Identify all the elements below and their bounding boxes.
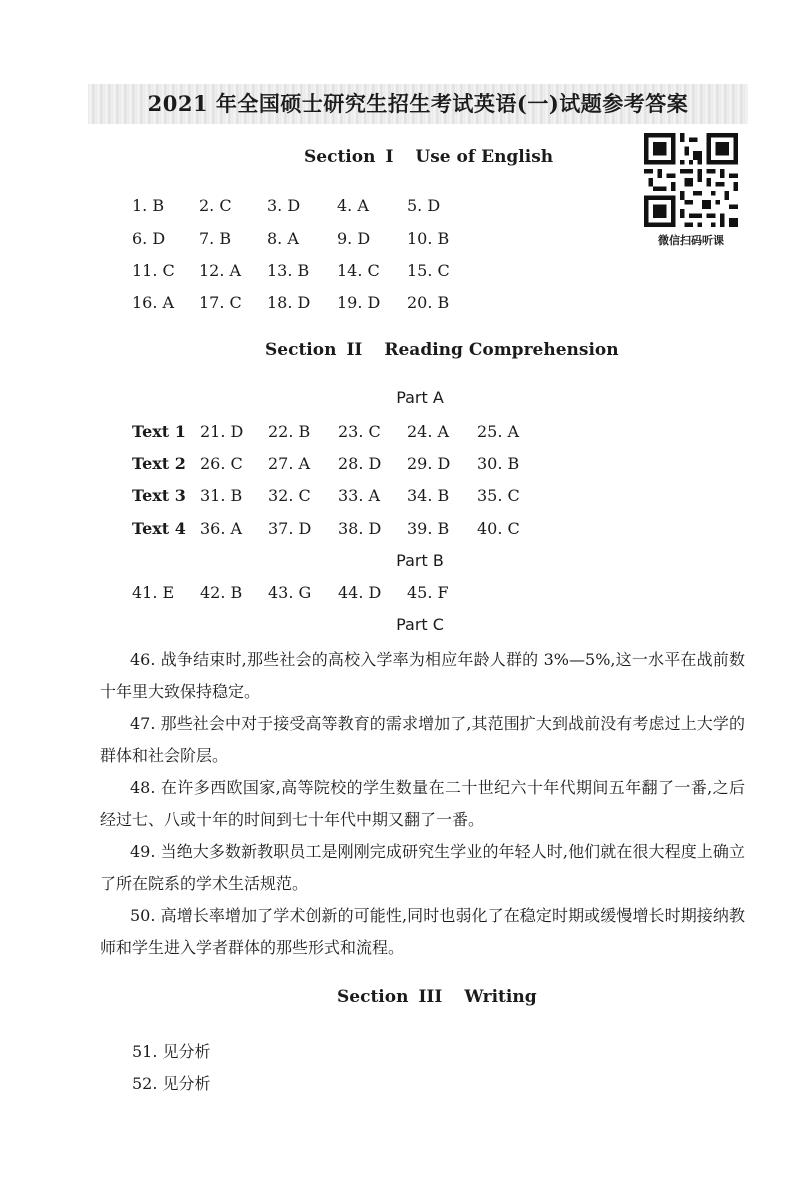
answer: 5. D (407, 196, 441, 215)
answer: 40. C (477, 519, 520, 538)
translation-49: 49. 当绝大多数新教职员工是刚刚完成研究生学业的年轻人时,他们就在很大程度上确立了所在院系的学术生活规范。 (100, 842, 745, 893)
answer: 36. A (200, 519, 243, 538)
answer: 39. B (407, 519, 450, 538)
answer: 32. C (268, 486, 311, 505)
text-label: Text 1 (132, 422, 186, 441)
answer: 42. B (200, 583, 243, 602)
answer: 15. C (407, 261, 450, 280)
section-2-number: II (346, 340, 363, 360)
answer: 38. D (338, 519, 382, 538)
answer: 33. A (338, 486, 381, 505)
answer: 22. B (268, 422, 311, 441)
answer: 18. D (267, 293, 311, 312)
answer: 20. B (407, 293, 450, 312)
qr-caption: 微信扫码听课 (658, 234, 724, 247)
translation-47: 47. 那些社会中对于接受高等教育的需求增加了,其范围扩大到战前没有考虑过上大学的群体和社会阶层。 (100, 714, 745, 765)
answer: 30. B (477, 454, 520, 473)
section-3-name: Writing (464, 987, 537, 1007)
section-2-name: Reading Comprehension (384, 340, 619, 360)
translation-46: 46. 战争结束时,那些社会的高校入学率为相应年龄人群的 3%—5%,这一水平在战前数十年里大致保持稳定。 (100, 650, 745, 701)
answer: 29. D (407, 454, 451, 473)
section-3-label: Section (337, 987, 409, 1007)
translation-48: 48. 在许多西欧国家,高等院校的学生数量在二十世纪六十年代期间五年翻了一番,之后经过七、八或十年的时间到七十年代中期又翻了一番。 (100, 778, 745, 829)
page-title: 2021 年全国硕士研究生招生考试英语(一)试题参考答案 (147, 91, 689, 116)
qr-code-icon (644, 133, 738, 227)
answer: 6. D (132, 229, 166, 248)
answer: 37. D (268, 519, 312, 538)
answer: 10. B (407, 229, 450, 248)
part-b-heading: Part B (396, 551, 444, 570)
answer: 3. D (267, 196, 301, 215)
section-3-heading (337, 987, 537, 1007)
answer: 13. B (267, 261, 310, 280)
part-c-heading: Part C (396, 615, 444, 634)
answer: 45. F (407, 583, 449, 602)
answer: 9. D (337, 229, 371, 248)
section-1-number: I (385, 147, 394, 167)
answer: 41. E (132, 583, 175, 602)
answer: 26. C (200, 454, 243, 473)
text-label: Text 2 (132, 454, 186, 473)
section-2-label: Section (265, 340, 337, 360)
writing-item-51: 51. 见分析 (132, 1042, 211, 1061)
answer: 28. D (338, 454, 382, 473)
answer: 44. D (338, 583, 382, 602)
answer: 27. A (268, 454, 311, 473)
writing-item-52: 52. 见分析 (132, 1074, 211, 1093)
section-1-label: Section (304, 147, 376, 167)
answer: 14. C (337, 261, 380, 280)
part-a-heading: Part A (396, 388, 444, 407)
answer: 8. A (267, 229, 299, 248)
answer: 23. C (338, 422, 381, 441)
answer: 21. D (200, 422, 244, 441)
answer: 19. D (337, 293, 381, 312)
answer: 17. C (199, 293, 242, 312)
answer: 24. A (407, 422, 450, 441)
answer: 4. A (337, 196, 369, 215)
text-label: Text 4 (132, 519, 186, 538)
answer: 11. C (132, 261, 175, 280)
answer: 43. G (268, 583, 312, 602)
section-2-heading (265, 340, 619, 360)
section-1-name: Use of English (415, 147, 554, 167)
translation-50: 50. 高增长率增加了学术创新的可能性,同时也弱化了在稳定时期或缓慢增长时期接纳教师和学生进入学者群体的那些形式和流程。 (100, 906, 745, 957)
text-label: Text 3 (132, 486, 186, 505)
section-1-heading (304, 147, 553, 167)
answer: 7. B (199, 229, 232, 248)
answer: 34. B (407, 486, 450, 505)
answer: 25. A (477, 422, 520, 441)
answer: 2. C (199, 196, 232, 215)
answer: 1. B (132, 196, 165, 215)
answer: 35. C (477, 486, 520, 505)
section-3-number: III (418, 987, 443, 1007)
answer: 31. B (200, 486, 243, 505)
answer: 12. A (199, 261, 242, 280)
answer: 16. A (132, 293, 175, 312)
